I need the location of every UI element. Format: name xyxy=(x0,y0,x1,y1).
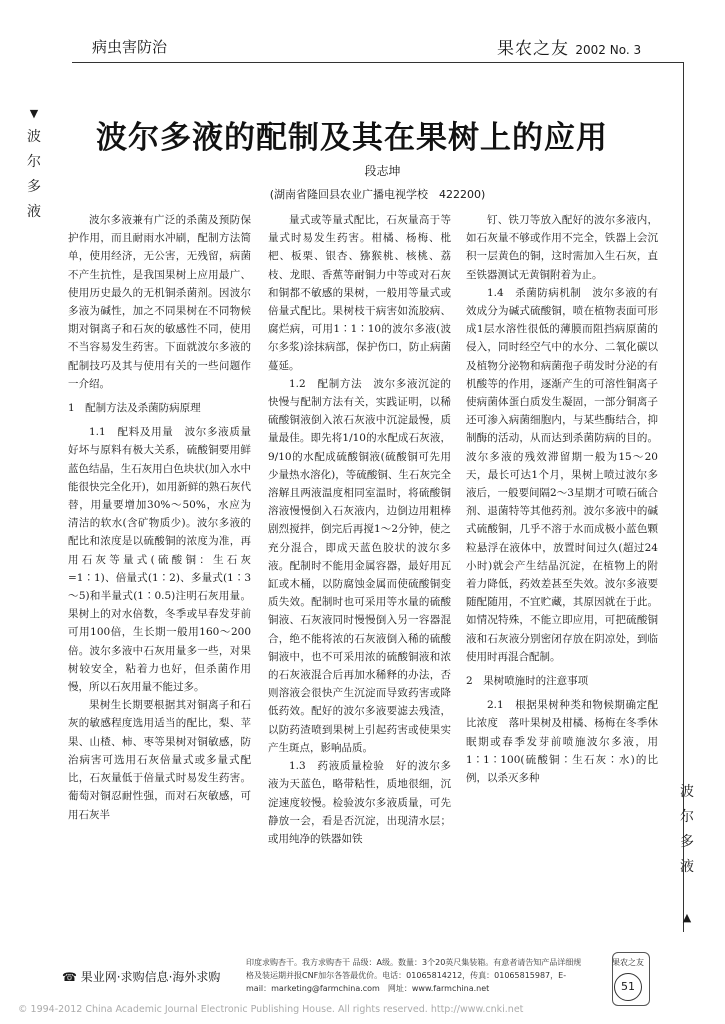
sidebar-char: 多 xyxy=(680,834,694,850)
footer-logo-text: 果业网·求购信息·海外求购 xyxy=(80,970,221,984)
sidebar-char: 波 xyxy=(27,129,41,145)
page-number: 51 xyxy=(614,973,642,1001)
journal-header xyxy=(497,34,641,59)
footer-notice: 印度求购杏干。我方求购杏干 品级：A级。数量：3个20英尺集装箱。有意者请告知产品详细规格及装运期并报CNF加尔各答最优价。电话：01065814212，传真：01065815987，E-mail：marketing@farmchina.com 网址：www.farmchina.net xyxy=(246,958,582,993)
up-arrow-icon: ▲ xyxy=(682,911,692,924)
copyright-watermark: © 1994-2012 China Academic Journal Electronic Publishing House. All rights reserved. http://www.cnki.net xyxy=(18,1004,524,1015)
text-column-1 xyxy=(68,211,251,824)
sidebar-char: 液 xyxy=(27,204,41,220)
paragraph: 2.1 根据果树种类和物候期确定配比浓度 落叶果树及柑橘、杨梅在冬季休眠期或春季发芽前喷施波尔多液，用1∶1∶100(硫酸铜∶生石灰∶水)的比例，以杀灭多种 xyxy=(466,699,658,785)
sidebar-char: 尔 xyxy=(27,154,41,170)
paragraph: 果树生长期要根据其对铜离子和石灰的敏感程度选用适当的配比，梨、苹果、山楂、柿、枣等果树对铜敏感，防治病害可选用石灰倍量式或多量式配比，石灰量低于倍量式时易发生药害。葡萄对铜忍耐性强，而对石灰敏感，可用石灰半 xyxy=(68,699,251,821)
paragraph: 1.3 药液质量检验 好的波尔多液为天蓝色，略带粘性，质地很细，沉淀速度较慢。检验波尔多液质量，可先静放一会，看是否沉淀，出现清水层；或用纯净的铁器如铁 xyxy=(268,760,451,845)
down-arrow-icon: ▼ xyxy=(29,107,39,120)
section-heading: 1 配制方法及杀菌防病原理 xyxy=(68,402,201,415)
footer-magazine-tag: 果农之友 xyxy=(612,958,644,967)
footer-logo xyxy=(62,968,220,985)
paragraph: 钉、铁刀等放入配好的波尔多液内，如石灰量不够或作用不完全，铁器上会沉积一层黄色的铜，这时需加入生石灰，直至铁器测试无黄铜附着为止。 xyxy=(466,214,658,281)
section-heading: 2 果树喷施时的注意事项 xyxy=(466,675,589,688)
sidebar-char: 液 xyxy=(680,859,694,875)
text-column-2 xyxy=(268,211,451,848)
sidebar-char: 多 xyxy=(27,179,41,195)
text-column-3 xyxy=(466,211,658,787)
sidebar-char: 尔 xyxy=(680,809,694,825)
paragraph: 波尔多液兼有广泛的杀菌及预防保护作用，而且耐雨水冲刷，配制方法简单，使用经济，无公害，无残留，病菌不产生抗性，是我国果树上应用最广、使用历史最久的无机铜杀菌剂。因波尔多液为碱性，加之不同果树在不同物候期对铜离子和石灰的敏感性不同，使用不当容易发生药害。下面就波尔多液的配制技巧及其与使用有关的一些问题作一介绍。 xyxy=(68,214,251,390)
paragraph: 1.1 配料及用量 波尔多液质量好坏与原料有极大关系，硫酸铜要用鲜蓝色结晶，生石灰用白色块状(加入水中能很快完全化开)，如用新鲜的熟石灰代替，用量要增加30%～50%，水应为清洁的软水(含矿物质少)。波尔多液的配比和浓度是以硫酸铜的浓度为准，再用石灰等量式(硫酸铜：生石灰=1∶1)、倍量式(1∶2)、多量式(1∶3～5)和半量式(1∶0.5)注明石灰用量。果树上的对水倍数，冬季或早春发芽前可用100倍，生长期一般用160～200倍。波尔多液中石灰用量多一些，对果树较安全，粘着力也好，但杀菌作用慢，所以石灰用量不能过多。 xyxy=(68,426,251,694)
header-rule xyxy=(72,62,684,63)
sidebar-char: 波 xyxy=(680,784,694,800)
paragraph: 1.4 杀菌防病机制 波尔多液的有效成分为碱式硫酸铜，喷在植物表面可形成1层水溶性很低的薄膜而阻挡病原菌的侵入，同时经空气中的水分、二氧化碳以及植物分泌物和病菌孢子萌发时分泌的有机酸等的作用，逐渐产生的可溶性铜离子使病菌体蛋白质发生凝固，一部分铜离子还可渗入病菌细胞内，与某些酶结合，抑制酶的活动，从而达到杀菌防病的目的。波尔多液的残效滞留期一般为15～20天，最长可达1个月，果树上喷过波尔多液后，一般要间隔2～3星期才可喷石硫合剂、退菌特等其他药剂。波尔多液中的碱式硫酸铜，几乎不溶于水而成极小蓝色颗粒悬浮在液体中，放置时间过久(超过24小时)就会产生结晶沉淀，在植物上的附着力降低，药效差甚至失效。波尔多液要随配随用，不宜贮藏，其原因就在于此。如情况特殊，不能立即应用，可把硫酸铜液和石灰液分别密闭存放在阴凉处，到临使用时再混合配制。 xyxy=(466,286,658,663)
journal-name: 果农之友 xyxy=(497,39,569,59)
article-title: 波尔多液的配制及其在果树上的应用 xyxy=(96,120,608,156)
paragraph: 量式或等量式配比，石灰量高于等量式时易发生药害。柑橘、杨梅、枇杷、板栗、银杏、猕猴桃、核桃、荔枝、龙眼、香蕉等耐铜力中等或对石灰和铜都不敏感的果树，一般用等量式或倍量式配比。果树枝干病害如流胶病、腐烂病，可用1∶1∶10的波尔多液(波尔多浆)涂抹病部，保护伤口，防止病菌蔓延。 xyxy=(268,214,451,372)
globe-icon: ☎ xyxy=(62,970,77,984)
journal-issue: 2002 No. 3 xyxy=(575,43,642,57)
section-header: 病虫害防治 xyxy=(92,38,168,56)
paragraph: 1.2 配制方法 波尔多液沉淀的快慢与配制方法有关，实践证明，以稀硫酸铜液倒入浓石灰液中沉淀最慢，质量最佳。即先将1/10的水配成石灰液，9/10的水配成硫酸铜液(硫酸铜可先用少量热水溶化)，等硫酸铜、生石灰完全溶解且两液温度相同室温时，将硫酸铜溶液慢慢倒入石灰液内，边倒边用粗棒剧烈搅拌，倒完后再搅1～2分钟，使之充分混合，即成天蓝色胶状的波尔多液。配制时不能用金属容器，最好用瓦缸或木桶，以防腐蚀金属而使硫酸铜变质失效。配制时也可采用等水量的硫酸铜液、石灰液同时慢慢倒入另一容器混合，绝不能将浓的石灰液倒入稀的硫酸铜液中，也不可采用浓的硫酸铜液和浓的石灰液混合后再加水稀释的办法，否则溶液会很快产生沉淀而导致药害或降低药效。配好的波尔多液要滤去残渣，以防药渣喷到果树上引起药害或使果实产生斑点，影响品质。 xyxy=(268,377,451,754)
article-author: 段志坤 xyxy=(364,164,401,178)
sidebar-right xyxy=(678,780,696,880)
article-affiliation: (湖南省隆回县农业广播电视学校 422200) xyxy=(269,188,486,201)
